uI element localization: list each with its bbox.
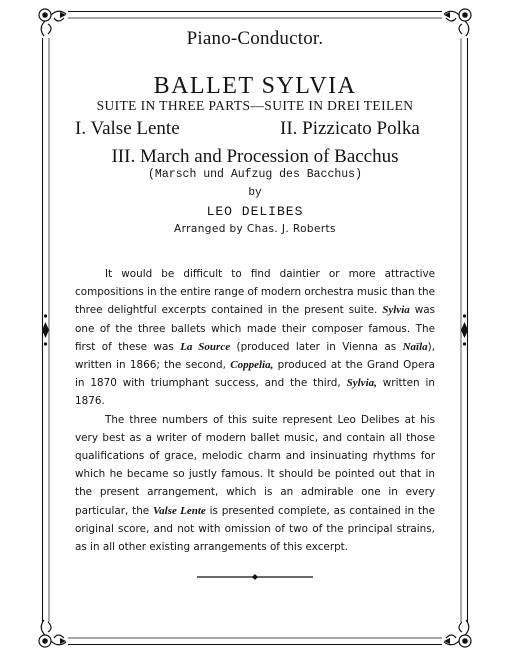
suite-subtitle: SUITE IN THREE PARTS—SUITE IN DREI TEILEN (96, 98, 414, 113)
title-sylvia-second: Sylvia, (346, 377, 377, 390)
page-title: BALLET SYLVIA (153, 73, 357, 99)
description-text (75, 265, 435, 556)
paragraph-two: The three numbers of this suite represent Leo Delibes at his very best as a writer of modern ballet music, and contain all those qualifications of grace, melodic charm and insinuating rhythms for which he became so justly famous. It should be pointed out that in the present arrangement, which is an admirable one in every particular, the Valse Lente is presented complete, as contained in the original score, and not with omission of two of the principal strains, as in all other existing arrangements of this excerpt. (75, 413, 435, 554)
closing-ornament-rule (197, 573, 313, 581)
arranger-credit: Arranged by Chas. J. Roberts (174, 223, 336, 235)
title-la-source: La Source (180, 340, 231, 353)
page-header: Piano-Conductor. (186, 28, 324, 49)
part-three-german-title: (Marsch und Aufzug des Bacchus) (148, 168, 362, 181)
part-two-title: II. Pizzicato Polka (280, 118, 420, 139)
title-coppelia: Coppelia, (230, 359, 274, 372)
by-line: by (248, 187, 262, 199)
title-sylvia: Sylvia (382, 304, 410, 317)
paragraph-one: It would be difficult to find daintier or more attractive compositions in the entire range of modern orchestra music than the three delightful excerpts contained in the present suite. Sylvia was one of the three ballets which made their composer famous. The first of these was La Source (produced later in Vienna as Naïla), written in 1866; the second, Coppelia, produced at the Grand Opera in 1870 with triumphant success, and the third, Sylvia, written in 1876. (75, 268, 436, 408)
part-one-title: I. Valse Lente (75, 118, 180, 139)
title-valse-lente: Valse Lente (153, 504, 206, 517)
composer-name: LEO DELIBES (206, 204, 304, 219)
title-naila: Naïla (402, 340, 428, 353)
part-three-title: III. March and Procession of Bacchus (111, 146, 399, 167)
